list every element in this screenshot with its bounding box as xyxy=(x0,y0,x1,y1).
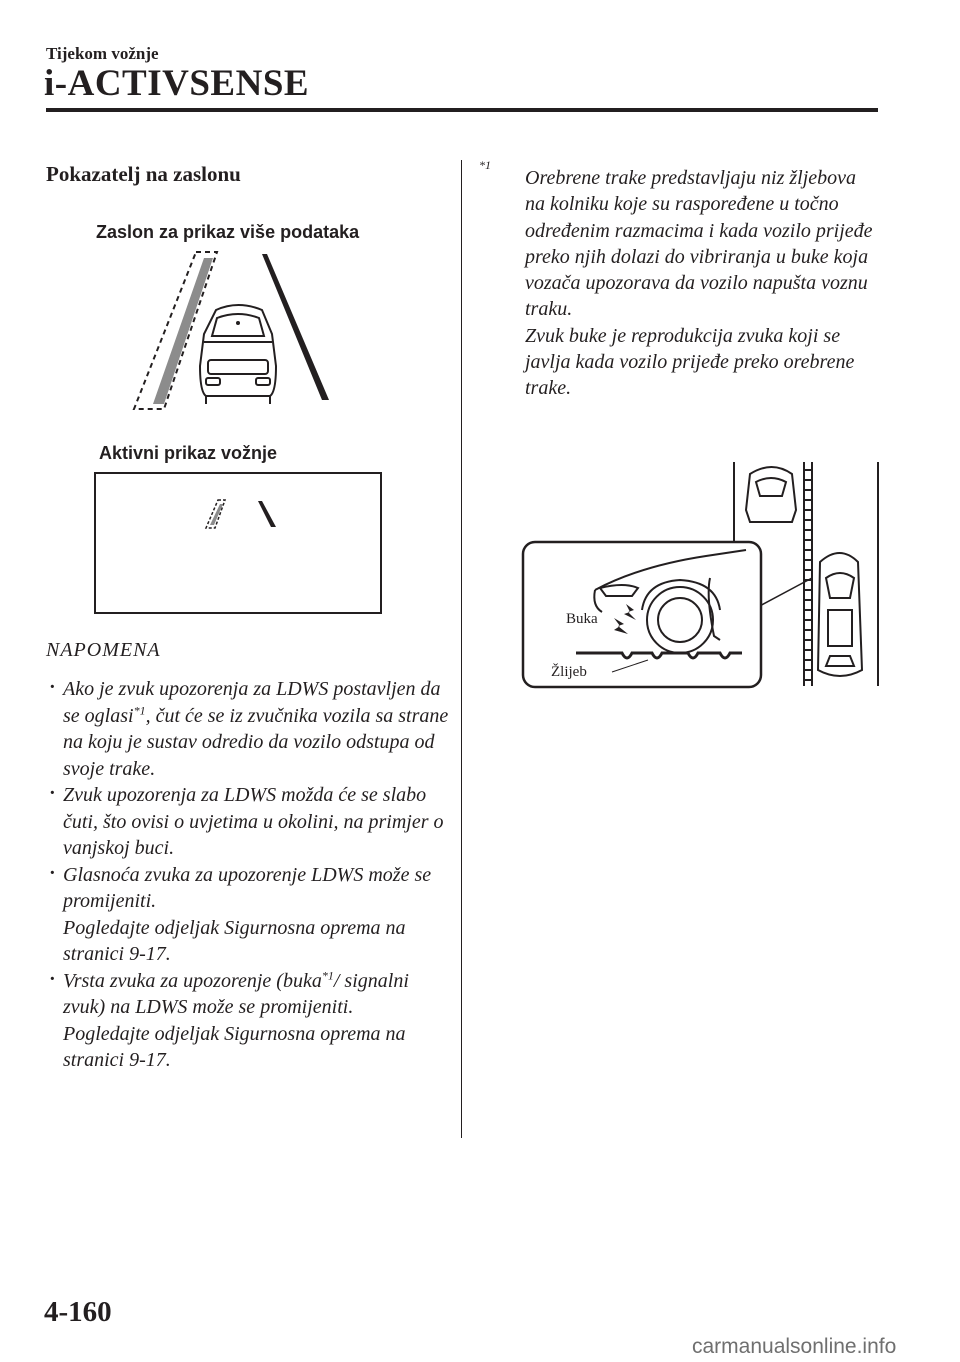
note-item: · Ako je zvuk upozorenja za LDWS postavljen da se oglasi$^{*1}$, čut će se iz zvučnika vozila sa strane na koju je sustav odredio da vozilo odstupa od svoje trake. xyxy=(46,676,456,782)
active-display-illustration xyxy=(94,470,384,616)
footnote-reference: *1 xyxy=(133,702,146,717)
column-divider xyxy=(461,160,462,1138)
page-number: 4-160 xyxy=(44,1296,112,1328)
note-item: · Glasnoća zvuka za upozorenje LDWS može se promijeniti. Pogledajte odjeljak Sigurnosna oprema na stranici 9-17. xyxy=(46,862,456,968)
chapter-title: i-ACTIVSENSE xyxy=(44,63,310,104)
hud-label: Zaslon za prikaz više podataka xyxy=(96,222,360,242)
footnote-text: Orebrene trake predstavljaju niz žljebova na kolniku koje su raspoređene u točno određenim razmacima i kada vozilo prijeđe preko njih dolazi do vibriranja u buke koja vozača upozorava da vozilo napušta voznu traku. xyxy=(525,167,873,321)
noise-label: Buka xyxy=(566,611,598,627)
rumble-strip-icon xyxy=(804,462,812,686)
car-rear-icon xyxy=(200,305,276,404)
active-display-label: Aktivni prikaz vožnje xyxy=(99,443,278,463)
note-item: · Vrsta zvuka za upozorenje (buka$^{*1}$/ signalni zvuk) na LDWS može se promijeniti. Pogledajte odjeljak Sigurnosna oprema na stranici 9-17. xyxy=(46,968,456,1074)
note-reference: Pogledajte odjeljak Sigurnosna oprema na stranici 9-17. xyxy=(63,916,406,965)
footnote-text-2: Zvuk buke je reprodukcija zvuka koji se javlja kada vozilo prijeđe preko orebrene trake. xyxy=(525,324,855,400)
section-title: Tijekom vožnje xyxy=(46,44,159,63)
active-display-frame xyxy=(95,473,381,613)
note-reference: Pogledajte odjeljak Sigurnosna oprema na stranici 9-17. xyxy=(63,1022,406,1071)
note-item: · Zvuk upozorenja za LDWS možda će se slabo čuti, što ovisi o uvjetima u okolini, na primjer o vanjskoj buci. xyxy=(46,782,456,862)
hud-lane-illustration xyxy=(120,246,340,416)
groove-label: Žlijeb xyxy=(551,664,587,680)
note-list xyxy=(46,676,456,1074)
note-title: NAPOMENA xyxy=(46,639,161,661)
footnote-reference: *1 xyxy=(321,967,334,982)
watermark: carmanualsonline.info xyxy=(692,1335,897,1358)
header-rule xyxy=(46,108,878,112)
subheading: Pokazatelj na zaslonu xyxy=(46,162,241,186)
footnote-body xyxy=(525,165,875,402)
